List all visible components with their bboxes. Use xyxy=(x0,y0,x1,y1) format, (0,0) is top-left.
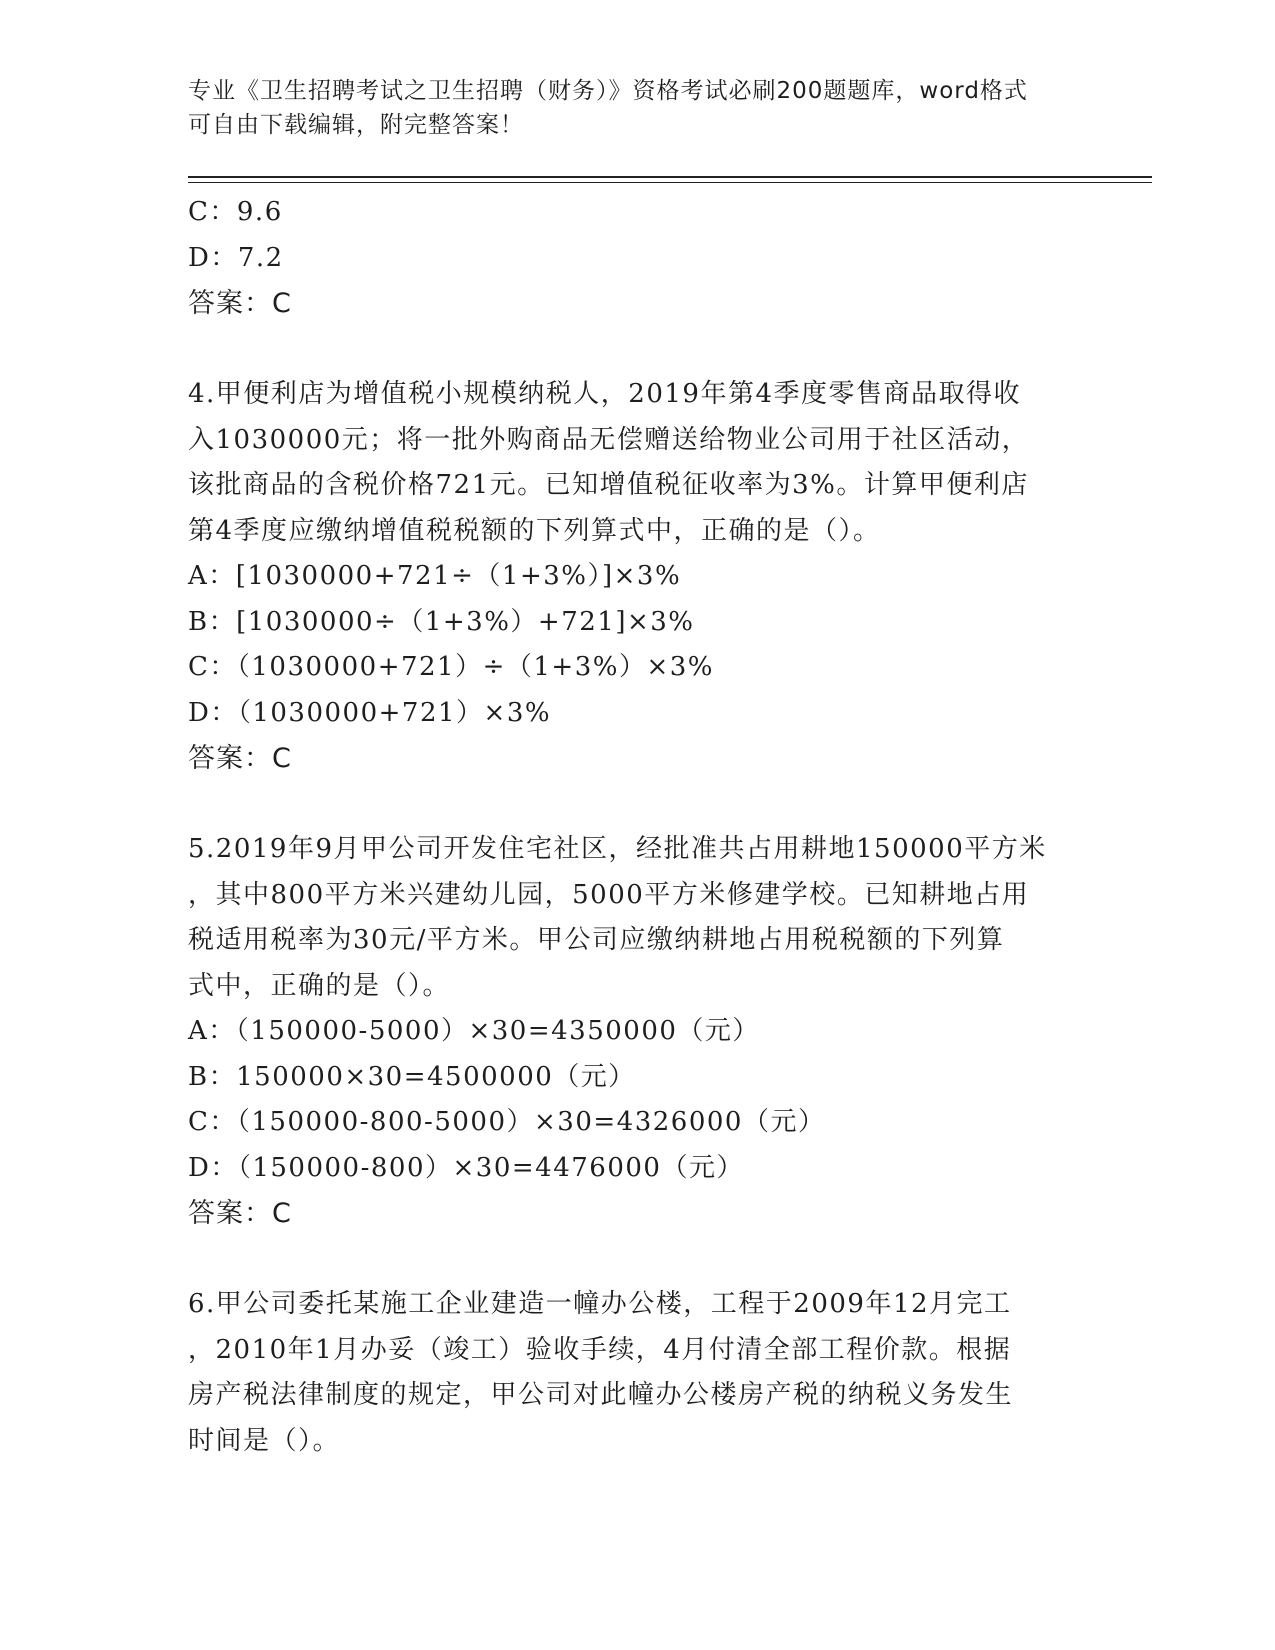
question-text-line: 6.甲公司委托某施工企业建造一幢办公楼，工程于2009年12月完工 xyxy=(188,1289,1012,1319)
question-text-line: 式中，正确的是（）。 xyxy=(188,970,451,1001)
question-5 xyxy=(188,827,1088,1237)
question-4 xyxy=(188,372,1088,782)
option-a: A：（150000-5000）×30=4350000（元） xyxy=(188,1016,760,1046)
option-a: A：[1030000+721÷（1+3%）]×3% xyxy=(188,561,682,591)
header-line-1: 专业《卫生招聘考试之卫生招聘（财务）》资格考试必刷200题题库，word格式 xyxy=(188,78,1028,104)
question-3-continuation xyxy=(188,190,1088,327)
spacer xyxy=(188,782,1088,828)
answer-line: 答案：C xyxy=(188,288,292,319)
question-text-line: 5.2019年9月甲公司开发住宅社区，经批准共占用耕地150000平方米 xyxy=(188,834,1047,864)
option-c: C：（150000-800-5000）×30=4326000（元） xyxy=(188,1107,826,1137)
spacer xyxy=(188,327,1088,373)
question-6 xyxy=(188,1282,1088,1464)
header-rule-thin xyxy=(188,182,1152,183)
answer-line: 答案：C xyxy=(188,743,292,774)
question-text-line: ，2010年1月办妥（竣工）验收手续，4月付清全部工程价款。根据 xyxy=(188,1334,1012,1365)
spacer xyxy=(188,1237,1088,1283)
question-text-line: 该批商品的含税价格721元。已知增值税征收率为3%。计算甲便利店 xyxy=(188,470,1029,500)
header-line-2: 可自由下载编辑，附完整答案！ xyxy=(188,112,524,138)
question-text-line: 第4季度应缴纳增值税税额的下列算式中，正确的是（）。 xyxy=(188,515,881,546)
question-text-line: 4.甲便利店为增值税小规模纳税人，2019年第4季度零售商品取得收 xyxy=(188,379,1022,409)
header-rule-thick xyxy=(188,176,1152,178)
option-c: C：9.6 xyxy=(188,197,283,227)
document-body xyxy=(188,190,1088,1464)
question-text-line: ，其中800平方米兴建幼儿园，5000平方米修建学校。已知耕地占用 xyxy=(188,879,1030,910)
option-d: D：（1030000+721）×3% xyxy=(188,697,552,728)
option-b: B：150000×30=4500000（元） xyxy=(188,1061,636,1092)
answer-line: 答案：C xyxy=(188,1198,292,1229)
page-header xyxy=(188,74,1088,142)
question-text-line: 时间是（）。 xyxy=(188,1425,341,1456)
option-c: C：（1030000+721）÷（1+3%）×3% xyxy=(188,652,714,682)
option-b: B：[1030000÷（1+3%）+721]×3% xyxy=(188,606,695,637)
question-text-line: 税适用税率为30元/平方米。甲公司应缴纳耕地占用税税额的下列算 xyxy=(188,925,1005,955)
question-text-line: 入1030000元；将一批外购商品无偿赠送给物业公司用于社区活动， xyxy=(188,424,1030,455)
option-d: D：7.2 xyxy=(188,242,284,273)
question-text-line: 房产税法律制度的规定，甲公司对此幢办公楼房产税的纳税义务发生 xyxy=(188,1380,1014,1410)
option-d: D：（150000-800）×30=4476000（元） xyxy=(188,1152,744,1183)
